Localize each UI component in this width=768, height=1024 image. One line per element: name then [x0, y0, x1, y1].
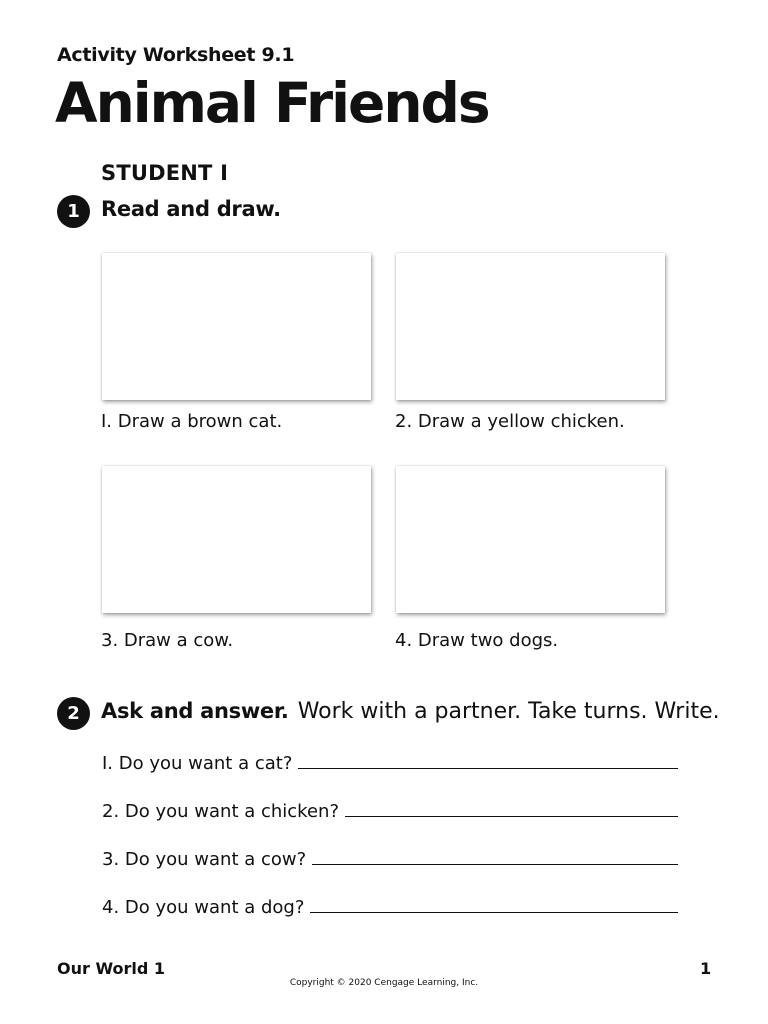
section-1-title: Read and draw. [101, 197, 281, 221]
worksheet-subtitle: Activity Worksheet 9.1 [57, 44, 295, 66]
page-number: 1 [700, 959, 712, 978]
section-2-title: Ask and answer. [101, 699, 289, 723]
drawing-box-cow[interactable] [102, 466, 371, 613]
page-title: Animal Friends [55, 71, 489, 135]
drawing-caption-cat: I. Draw a brown cat. [101, 411, 283, 432]
question-row [102, 753, 678, 774]
question-row [102, 801, 678, 822]
copyright-notice: Copyright © 2020 Cengage Learning, Inc. [289, 978, 479, 988]
question-text: 4. Do you want a dog? [102, 897, 305, 918]
drawing-caption-chicken: 2. Draw a yellow chicken. [395, 411, 625, 432]
question-text: 2. Do you want a chicken? [102, 801, 339, 822]
drawing-box-cat[interactable] [102, 253, 371, 400]
drawing-box-dogs[interactable] [396, 466, 665, 613]
answer-line-1[interactable] [298, 754, 678, 769]
question-text: 3. Do you want a cow? [102, 849, 307, 870]
question-text: I. Do you want a cat? [102, 753, 293, 774]
section-2-number-badge: 2 [57, 697, 90, 730]
question-row [102, 849, 678, 870]
section-1-number-badge: 1 [57, 195, 90, 228]
student-label: STUDENT I [101, 161, 229, 185]
drawing-box-chicken[interactable] [396, 253, 665, 400]
answer-line-3[interactable] [312, 850, 678, 865]
drawing-caption-cow: 3. Draw a cow. [101, 630, 234, 651]
answer-line-2[interactable] [345, 802, 678, 817]
footer-book-title: Our World 1 [57, 959, 166, 978]
section-2-heading [101, 699, 720, 724]
section-2-instruction: Work with a partner. Take turns. Write. [297, 699, 720, 724]
answer-line-4[interactable] [310, 898, 678, 913]
drawing-caption-dogs: 4. Draw two dogs. [395, 630, 559, 651]
question-row [102, 897, 678, 918]
